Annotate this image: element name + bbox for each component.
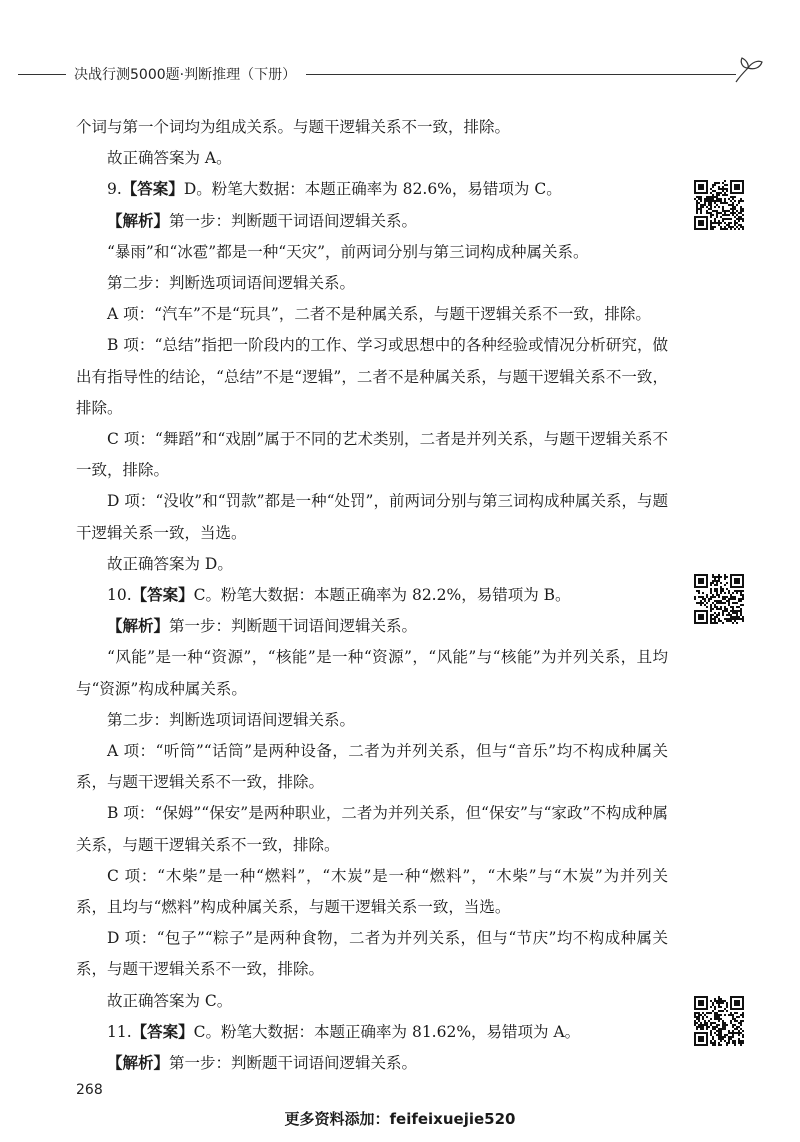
header-rule-left — [18, 74, 66, 75]
text-paragraph — [76, 299, 668, 330]
text-run: D。粉笔大数据：本题正确率为 82.6%，易错项为 C。 — [183, 180, 562, 199]
text-paragraph — [76, 330, 668, 424]
text-paragraph — [76, 1017, 668, 1048]
text-run: B 项：“保姆”“保安”是两种职业，二者为并列关系，但“保安”与“家政”不构成种属关系，与题干逻辑关系不一致，排除。 — [76, 804, 668, 854]
text-paragraph — [76, 798, 668, 860]
text-paragraph — [76, 611, 668, 642]
answer-explanation-body — [76, 112, 668, 1079]
bold-label: 【解析】 — [107, 1054, 170, 1073]
text-run: A 项：“汽车”不是“玩具”，二者不是种属关系，与题干逻辑关系不一致，排除。 — [107, 305, 651, 324]
bold-label: 【答案】 — [131, 1022, 194, 1041]
text-run: C 项：“木柴”是一种“燃料”，“木炭”是一种“燃料”，“木柴”与“木炭”为并列关系，且均与“燃料”构成种属关系，与题干逻辑关系一致，当选。 — [76, 866, 668, 917]
header-rule-right — [306, 74, 736, 75]
text-run: C。粉笔大数据：本题正确率为 81.62%，易错项为 A。 — [193, 1022, 581, 1041]
text-run: 第二步：判断选项词语间逻辑关系。 — [107, 710, 356, 729]
text-paragraph — [76, 580, 668, 611]
qr-code-icon[interactable] — [694, 180, 744, 230]
text-paragraph — [76, 206, 668, 237]
text-run: 故正确答案为 A。 — [107, 149, 232, 168]
text-paragraph — [76, 268, 668, 299]
text-run: 故正确答案为 C。 — [107, 991, 233, 1010]
text-run: 故正确答案为 D。 — [107, 554, 233, 573]
text-run: A 项：“听筒”“话筒”是两种设备，二者为并列关系，但与“音乐”均不构成种属关系，与题干逻辑关系不一致，排除。 — [76, 742, 668, 792]
text-run: D 项：“没收”和“罚款”都是一种“处罚”，前两词分别与第三词构成种属关系，与题干逻辑关系一致，当选。 — [76, 492, 668, 542]
text-paragraph — [76, 1048, 668, 1079]
text-run: 10. — [107, 586, 132, 605]
text-paragraph — [76, 143, 668, 174]
text-paragraph — [76, 923, 668, 985]
text-paragraph — [76, 642, 668, 704]
text-run: 9. — [107, 180, 122, 199]
text-run: 个词与第一个词均为组成关系。与题干逻辑关系不一致，排除。 — [76, 118, 511, 136]
sprout-icon — [730, 52, 766, 84]
bold-label: 【解析】 — [107, 211, 170, 230]
text-run: C 项：“舞蹈”和“戏剧”属于不同的艺术类别，二者是并列关系，与题干逻辑关系不一致，排除。 — [76, 430, 668, 480]
header-title: 决战行测5000题·判断推理（下册） — [74, 67, 297, 83]
text-run: D 项：“包子”“粽子”是两种食物，二者为并列关系，但与“节庆”均不构成种属关系，与题干逻辑关系不一致，排除。 — [76, 929, 668, 979]
text-paragraph — [76, 424, 668, 486]
qr-code-10-graphic — [694, 574, 744, 624]
text-paragraph — [76, 861, 668, 923]
text-run: 第一步：判断题干词语间逻辑关系。 — [169, 617, 418, 636]
bold-label: 【解析】 — [107, 617, 170, 636]
text-paragraph — [76, 705, 668, 736]
text-run: “暴雨”和“冰雹”都是一种“天灾”，前两词分别与第三词构成种属关系。 — [107, 242, 589, 261]
text-run: 第一步：判断题干词语间逻辑关系。 — [169, 1054, 418, 1073]
text-run: 第二步：判断选项词语间逻辑关系。 — [107, 274, 356, 293]
text-paragraph — [76, 112, 668, 143]
text-run: C。粉笔大数据：本题正确率为 82.2%，易错项为 B。 — [193, 586, 571, 605]
page-header — [18, 60, 758, 90]
text-run: 11. — [107, 1022, 132, 1041]
bold-label: 【答案】 — [131, 586, 194, 605]
qr-code-11-graphic — [694, 996, 744, 1046]
qr-code-9-graphic — [694, 180, 744, 230]
text-paragraph — [76, 174, 668, 205]
footer-contact-text: 更多资料添加：feifeixuejie520 — [284, 1110, 516, 1128]
bold-label: 【答案】 — [121, 180, 184, 199]
qr-code-icon[interactable] — [694, 574, 744, 624]
text-paragraph — [76, 986, 668, 1017]
page-number: 268 — [76, 1082, 103, 1098]
text-run: 第一步：判断题干词语间逻辑关系。 — [169, 211, 418, 230]
text-paragraph — [76, 486, 668, 548]
text-run: “风能”是一种“资源”，“核能”是一种“资源”，“风能”与“核能”为并列关系，且均与“资源”构成种属关系。 — [76, 648, 668, 698]
text-run: B 项：“总结”指把一阶段内的工作、学习或思想中的各种经验或情况分析研究，做出有指导性的结论，“总结”不是“逻辑”，二者不是种属关系，与题干逻辑关系不一致，排除。 — [76, 336, 668, 417]
text-paragraph — [76, 237, 668, 268]
text-paragraph — [76, 736, 668, 798]
qr-code-icon[interactable] — [694, 996, 744, 1046]
text-paragraph — [76, 549, 668, 580]
